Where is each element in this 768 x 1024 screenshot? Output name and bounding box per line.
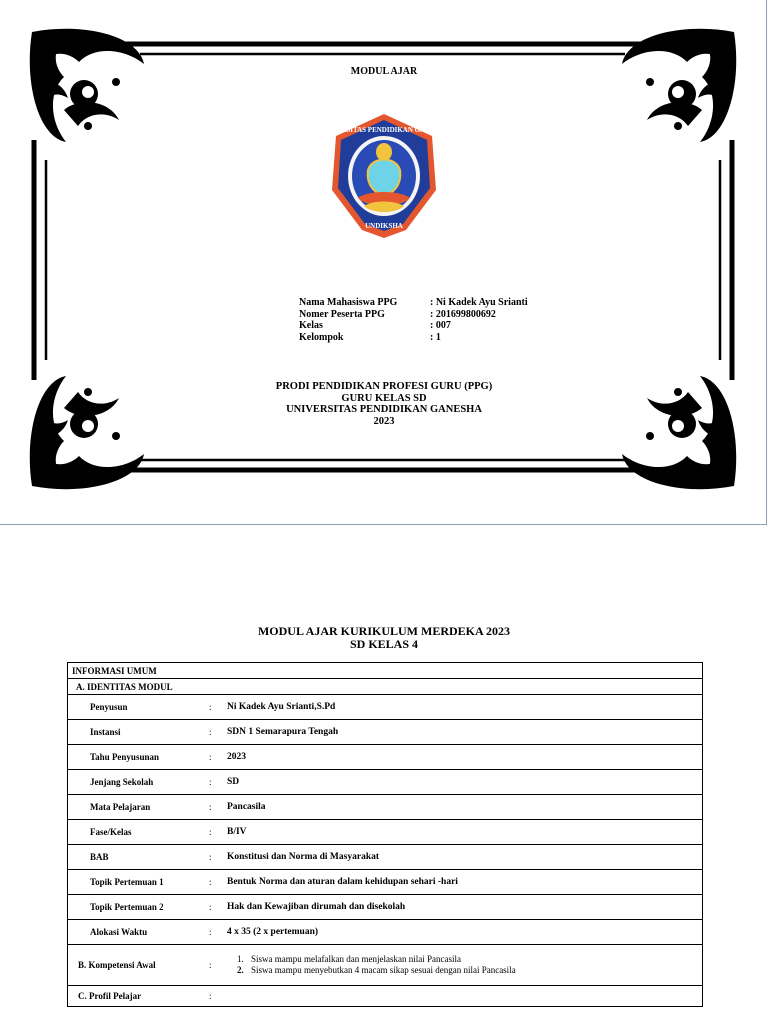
row-colon: :	[209, 960, 212, 970]
undiksha-logo	[318, 112, 450, 240]
competency-list	[227, 954, 516, 976]
row-colon: :	[209, 852, 212, 862]
identity-row	[299, 309, 528, 321]
row-value: B/IV	[227, 827, 247, 837]
list-text: Siswa mampu menyebutkan 4 macam sikap sesuai dengan nilai Pancasila	[251, 965, 516, 975]
identity-row	[299, 297, 528, 309]
section-c-label: C. Profil Pelajar	[78, 991, 142, 1001]
row-colon: :	[209, 927, 212, 937]
identity-label: Kelas	[299, 320, 323, 331]
list-number: 1.	[237, 954, 244, 964]
row-value: Hak dan Kewajiban dirumah dan disekolah	[227, 902, 406, 912]
logo-ring-text-top: UNIVERSITAS PENDIDIKAN GANESHA	[318, 126, 450, 134]
row-colon: :	[209, 777, 212, 787]
row-value: Konstitusi dan Norma di Masyarakat	[227, 852, 380, 862]
row-colon: :	[209, 752, 212, 762]
identity-label: Nomer Peserta PPG	[299, 308, 385, 320]
general-info-table	[67, 662, 703, 1007]
list-text: Siswa mampu melafalkan dan menjelaskan nilai Pancasila	[251, 954, 461, 964]
table-row	[68, 745, 702, 770]
footer-line: PRODI PENDIDIKAN PROFESI GURU (PPG)	[275, 381, 493, 392]
row-value: Ni Kadek Ayu Srianti,S.Pd	[227, 702, 336, 712]
row-label: Jenjang Sekolah	[90, 777, 154, 787]
table-row	[68, 820, 702, 845]
section-b-label: B. Kompetensi Awal	[78, 960, 156, 970]
identity-value: : 201699800692	[430, 308, 496, 320]
row-colon: :	[209, 877, 212, 887]
row-label: Mata Pelajaran	[90, 802, 151, 812]
row-label: BAB	[90, 852, 109, 862]
list-number: 2.	[237, 965, 244, 975]
logo-ring-text-bottom: UNDIKSHA	[365, 222, 403, 230]
table-row	[68, 895, 702, 920]
list-item	[237, 965, 516, 976]
footer-line: 2023	[373, 415, 395, 427]
identity-label: Nama Mahasiswa PPG	[299, 297, 398, 308]
row-value: Bentuk Norma dan aturan dalam kehidupan sehari -hari	[227, 877, 458, 887]
row-value: SD	[227, 777, 240, 787]
module-title	[0, 625, 768, 651]
table-row	[68, 845, 702, 870]
table-row	[68, 920, 702, 945]
table-header: INFORMASI UMUM	[68, 663, 702, 679]
table-row	[68, 695, 702, 720]
row-value: 4 x 35 (2 x pertemuan)	[227, 927, 319, 937]
row-colon: :	[209, 991, 212, 1001]
cover-footer	[0, 381, 768, 427]
identity-row	[299, 320, 528, 332]
row-colon: :	[209, 902, 212, 912]
section-b-row	[68, 945, 702, 986]
row-label: Topik Pertemuan 1	[90, 877, 164, 887]
footer-line: GURU KELAS SD	[341, 392, 427, 404]
row-colon: :	[209, 802, 212, 812]
row-colon: :	[209, 702, 212, 712]
row-colon: :	[209, 827, 212, 837]
row-value: SDN 1 Semarapura Tengah	[227, 727, 339, 737]
identity-value: : Ni Kadek Ayu Srianti	[430, 297, 528, 308]
footer-line: UNIVERSITAS PENDIDIKAN GANESHA	[286, 404, 482, 415]
list-item	[237, 954, 516, 965]
row-label: Alokasi Waktu	[90, 927, 148, 937]
row-label: Instansi	[90, 727, 121, 737]
row-label: Penyusun	[90, 702, 128, 712]
identity-block	[299, 297, 528, 343]
module-title-line1: MODUL AJAR KURIKULUM MERDEKA 2023	[257, 624, 510, 638]
cover-title: MODUL AJAR	[350, 66, 418, 77]
identity-value: : 007	[430, 320, 451, 331]
row-label: Topik Pertemuan 2	[90, 902, 164, 912]
module-title-line2: SD KELAS 4	[349, 637, 419, 651]
section-a-heading: A. IDENTITAS MODUL	[68, 679, 702, 695]
row-label: Tahu Penyusunan	[90, 752, 159, 762]
section-c-row	[68, 986, 702, 1006]
row-colon: :	[209, 727, 212, 737]
identity-label: Kelompok	[299, 331, 344, 343]
identity-row	[299, 332, 528, 344]
row-value: 2023	[227, 752, 246, 762]
table-row	[68, 795, 702, 820]
row-label: Fase/Kelas	[90, 827, 132, 837]
table-row	[68, 720, 702, 745]
identity-value: : 1	[430, 331, 441, 343]
table-row	[68, 770, 702, 795]
row-value: Pancasila	[227, 802, 266, 812]
table-row	[68, 870, 702, 895]
